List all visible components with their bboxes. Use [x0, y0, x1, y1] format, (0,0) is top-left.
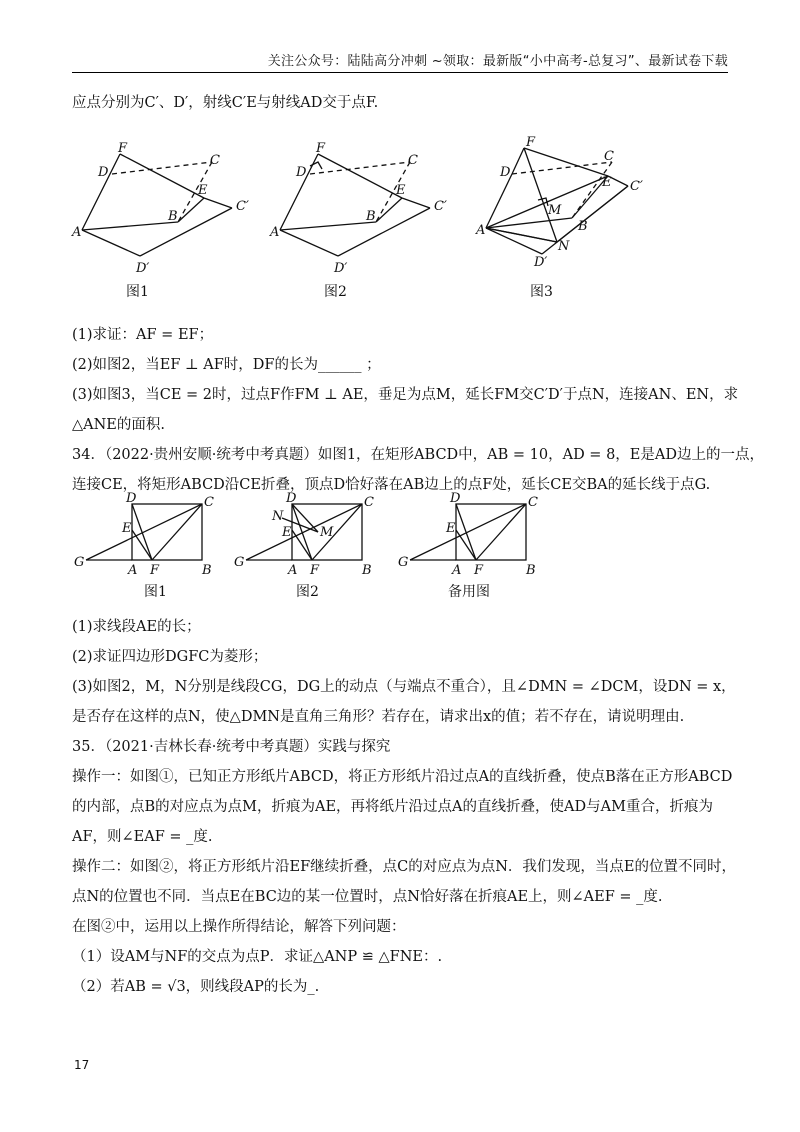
p33-f1-label-C: C — [210, 153, 220, 168]
p35-line3: 的内部，点B的对应点为点M，折痕为AE，再将纸片沿过点A的直线折叠，使AD与AM重合，折痕为 — [72, 799, 713, 815]
p35-line7: 在图②中，运用以上操作所得结论，解答下列问题： — [72, 919, 406, 935]
p33-f2-label-B: B — [366, 209, 376, 224]
p33-q1: (1)求证：AF = EF； — [72, 327, 214, 343]
p33-f3-label-E: E — [602, 175, 612, 190]
p33-f1-label-B: B — [168, 209, 178, 224]
p34-f1-label-C: C — [204, 495, 214, 510]
p33-figures — [72, 114, 732, 300]
p34-f3-label-A: A — [452, 563, 462, 578]
p33-f3-caption: 图3 — [530, 284, 553, 300]
p34-f1-label-G: G — [74, 555, 85, 570]
p34-f2-label-E: E — [282, 525, 292, 540]
p35-line5: 操作二：如图②，将正方形纸片沿EF继续折叠，点C的对应点为点N．我们发现，当点E的位置不同时， — [72, 859, 737, 875]
p34-f1-label-F: F — [150, 563, 160, 578]
p34-fig1 — [86, 504, 202, 560]
p35-line8: （1）设AM与NF的交点为点P．求证△ANP ≌ △FNE：. — [72, 949, 443, 965]
p33-figure-svg — [72, 114, 732, 300]
p33-f2-caption: 图2 — [324, 284, 347, 300]
p33-f1-label-D: D — [98, 165, 109, 180]
p34-f2-label-G: G — [234, 555, 245, 570]
p34-f1-caption: 图1 — [144, 584, 167, 600]
p34-line1: 34．（2022·贵州安顺·统考中考真题）如图1，在矩形ABCD中，AB = 10，AD = 8，E是AD边上的一点， — [72, 447, 764, 463]
p33-f3-label-B: B — [578, 219, 588, 234]
p34-q3b: 是否存在这样的点N，使△DMN是直角三角形？若存在，请求出x的值；若不存在，请说明理由. — [72, 709, 685, 725]
p34-fig3 — [410, 504, 526, 560]
p34-f2-label-N: N — [272, 509, 284, 524]
p34-q1: (1)求线段AE的长； — [72, 619, 201, 635]
p34-f2-label-D: D — [286, 491, 297, 506]
p34-f2-label-M: M — [320, 525, 334, 540]
p33-f3-label-N: N — [558, 239, 570, 254]
p33-f3-label-C: C — [604, 149, 614, 164]
p34-q3a: (3)如图2，M，N分别是线段CG，DG上的动点（与端点不重合），且∠DMN = ∠DCM，设DN = x， — [72, 679, 736, 695]
p34-f3-caption: 备用图 — [448, 584, 490, 600]
p33-f3-label-D: D — [500, 165, 511, 180]
p33-f3-label-M: M — [548, 203, 562, 218]
page-header: 关注公众号：陆陆高分冲刺 ~领取：最新版“小中高考-总复习”、最新试卷下载 — [267, 54, 728, 69]
p34-f1-label-B: B — [202, 563, 212, 578]
p34-f3-label-G: G — [398, 555, 409, 570]
p34-f1-label-A: A — [128, 563, 138, 578]
p33-f1-caption: 图1 — [126, 284, 149, 300]
p33-f2-label-A: A — [270, 225, 280, 240]
p33-f1-label-C1: C′ — [236, 199, 249, 214]
p34-line2: 连接CE，将矩形ABCD沿CE折叠，顶点D恰好落在AB边上的点F处，延长CE交BA的延长线于点G. — [72, 477, 711, 493]
p34-f1-label-E: E — [122, 521, 132, 536]
p33-f2-label-C: C — [408, 153, 418, 168]
p34-figure-svg — [72, 491, 732, 616]
p35-line6: 点N的位置也不同．当点E在BC边的某一位置时，点N恰好落在折痕AE上，则∠AEF = _度. — [72, 889, 663, 905]
p33-f3-label-A: A — [476, 223, 486, 238]
header-divider — [72, 72, 728, 73]
p33-f1-label-D1: D′ — [136, 261, 150, 276]
p34-q2: (2)求证四边形DGFC为菱形； — [72, 649, 268, 665]
p35-line2: 操作一：如图①，已知正方形纸片ABCD，将正方形纸片沿过点A的直线折叠，使点B落在正方形ABCD — [72, 769, 733, 785]
p34-f2-label-A: A — [288, 563, 298, 578]
p34-f2-label-F: F — [310, 563, 320, 578]
p35-line9: （2）若AB = √3，则线段AP的长为_. — [72, 979, 320, 995]
page-number: 17 — [74, 1058, 90, 1072]
p34-f1-label-D: D — [126, 491, 137, 506]
p33-q3a: (3)如图3，当CE = 2时，过点F作FM ⊥ AE，垂足为点M，延长FM交C′D′于点N，连接AN、EN，求 — [72, 387, 739, 403]
p34-fig2 — [246, 504, 362, 560]
p33-f3-label-C1: C′ — [630, 179, 643, 194]
p33-intro: 应点分别为C′、D′，射线C′E与射线AD交于点F. — [72, 95, 379, 111]
p33-f1-label-F: F — [118, 141, 128, 156]
p34-f3-label-C: C — [528, 495, 538, 510]
p33-f2-label-D1: D′ — [334, 261, 348, 276]
p35-line4: AF，则∠EAF = _度. — [72, 829, 213, 845]
p34-f3-label-E: E — [446, 521, 456, 536]
p34-f3-label-B: B — [526, 563, 536, 578]
p33-q2: (2)如图2，当EF ⊥ AF时，DF的长为______ ； — [72, 357, 381, 373]
p33-f1-label-E: E — [198, 183, 208, 198]
p34-f3-label-D: D — [450, 491, 461, 506]
p34-f3-label-F: F — [474, 563, 484, 578]
p33-f2-label-D: D — [296, 165, 307, 180]
p33-q3b: △ANE的面积. — [72, 417, 166, 433]
p33-f2-label-E: E — [396, 183, 406, 198]
p33-f1-label-A: A — [72, 225, 82, 240]
p34-figures — [72, 491, 732, 616]
p33-f2-label-C1: C′ — [434, 199, 447, 214]
page-content — [72, 92, 764, 998]
p34-f2-label-C: C — [364, 495, 374, 510]
p34-f2-caption: 图2 — [296, 584, 319, 600]
p33-f3-label-D1: D′ — [534, 255, 548, 270]
p35-line1: 35．（2021·吉林长春·统考中考真题）实践与探究 — [72, 739, 391, 755]
p34-f2-label-B: B — [362, 563, 372, 578]
p33-f2-label-F: F — [316, 141, 326, 156]
p33-f3-label-F: F — [526, 135, 536, 150]
